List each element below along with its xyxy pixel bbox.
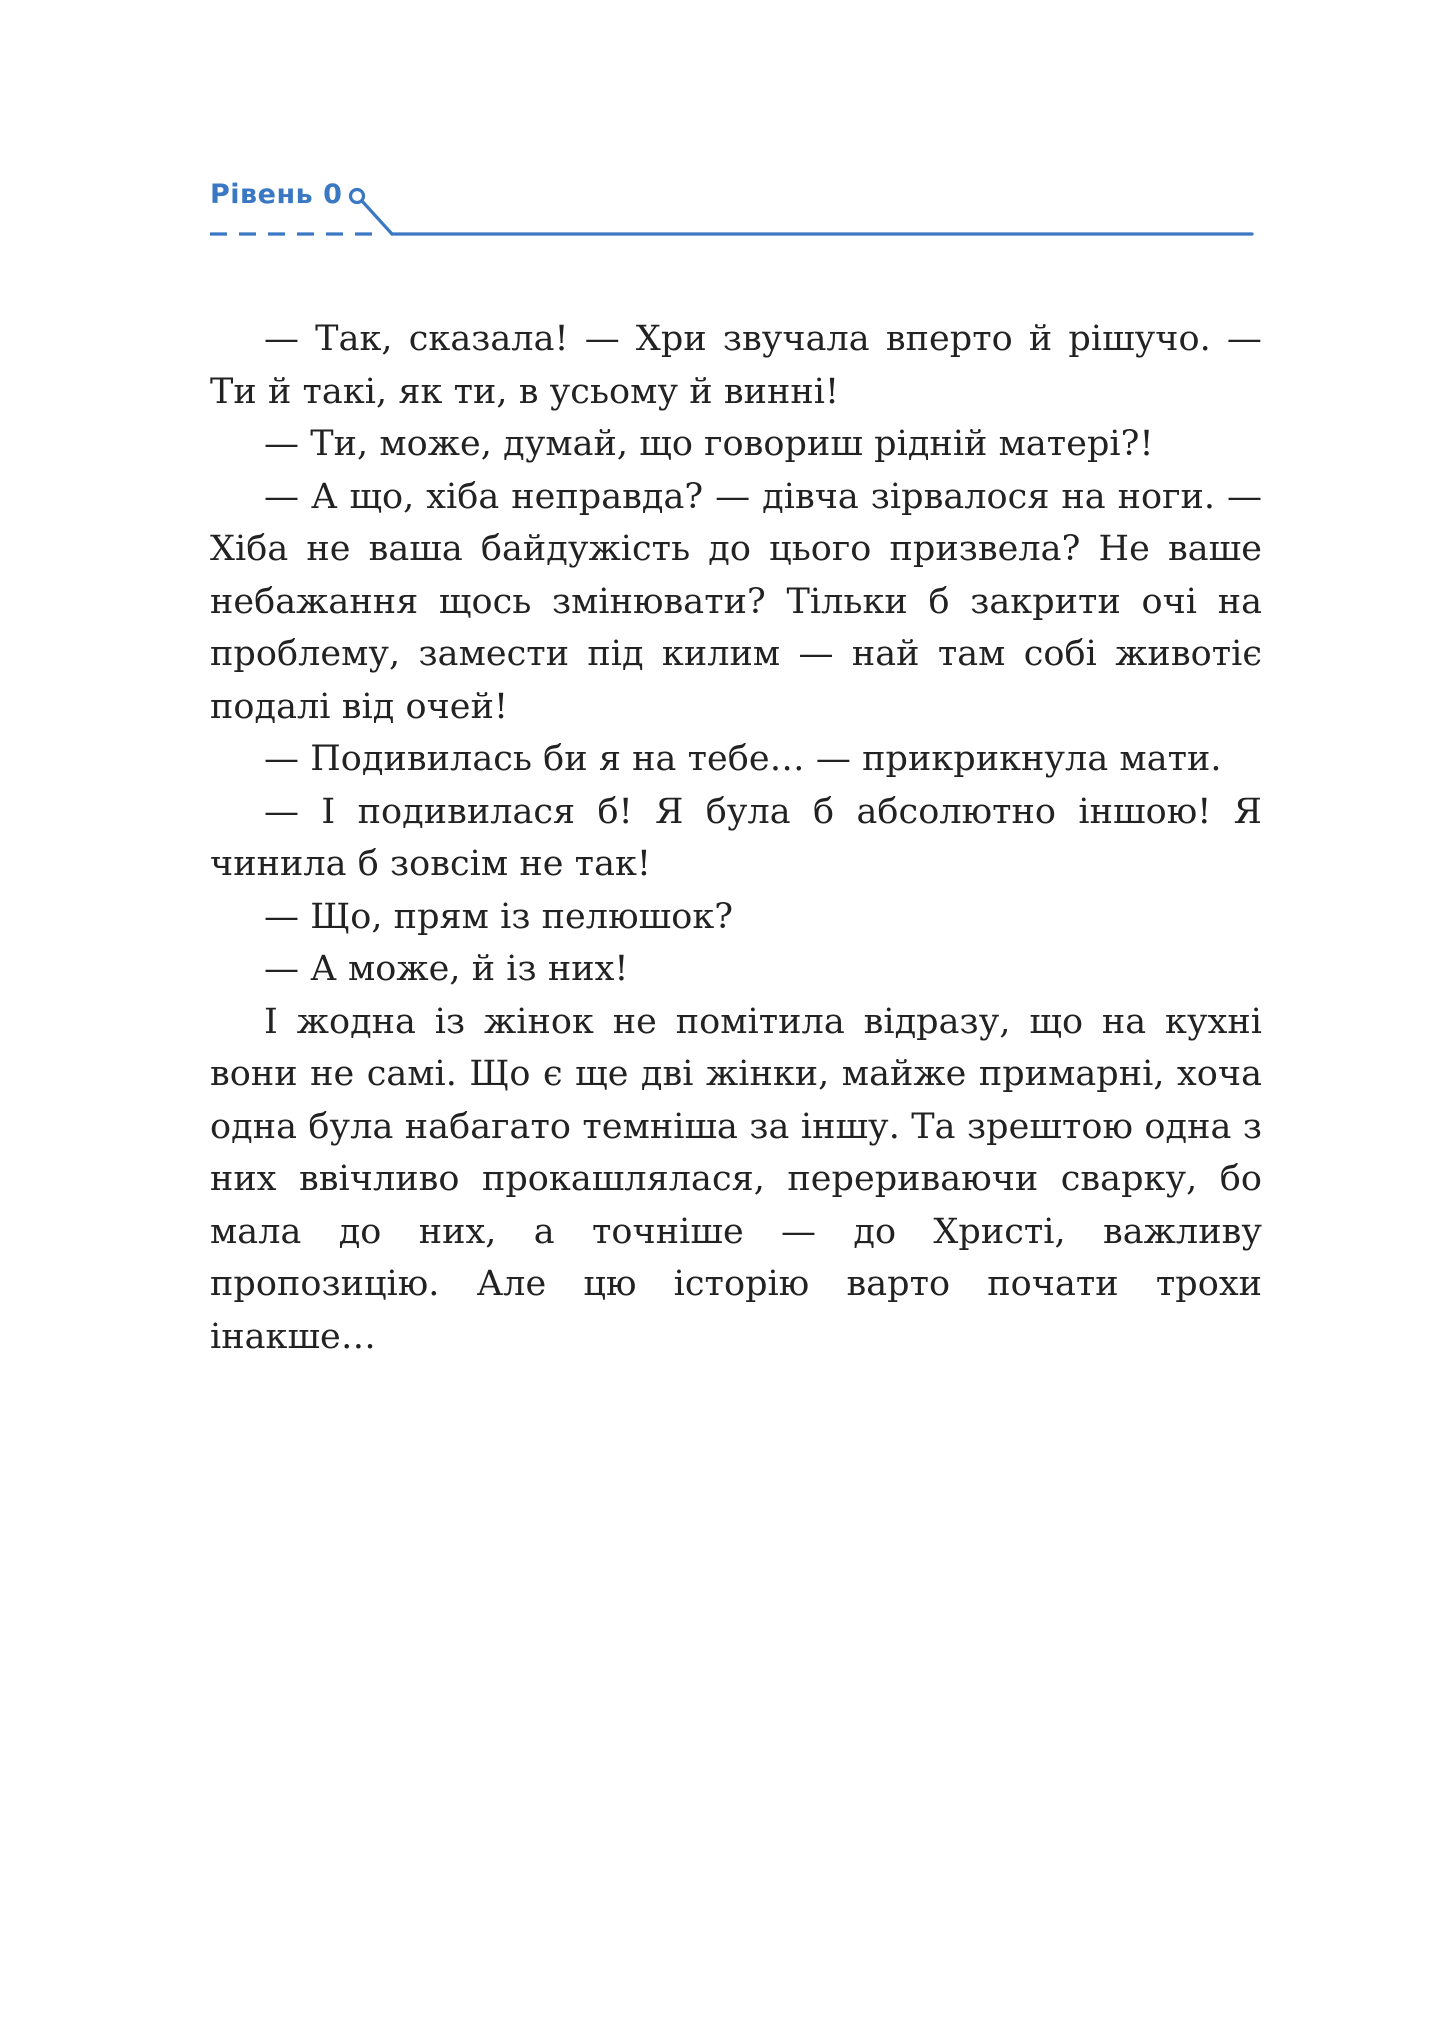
- body-text: [210, 313, 1262, 1363]
- paragraph: — І подивилася б! Я була б абсолютно іншою! Я чинила б зовсім не так!: [210, 791, 1262, 884]
- paragraph: — А що, хіба неправда? — дівча зірвалося на ноги. — Хіба не ваша байдужість до цього призвела? Не ваше небажання щось змінювати? Тільки б закрити очі на проблему, замести під килим — най там собі животіє подалі від очей!: [210, 476, 1262, 727]
- paragraph: І жодна із жінок не помітила відразу, що на кухні вони не самі. Що є ще дві жінки, майже примарні, хоча одна була набагато темніша за іншу. Та зрештою одна з них ввічливо прокашлялася, перериваючи сварку, бо мала до них, а точніше — до Христі, важливу пропозицію. Але цю історію варто почати трохи інакше…: [210, 1001, 1262, 1357]
- paragraph: — Подивилась би я на тебе… — прикрикнула мати.: [264, 739, 1222, 779]
- running-title: Рівень 0: [210, 179, 343, 210]
- circuit-node-icon: [0, 0, 1445, 260]
- running-header: [0, 0, 1445, 260]
- paragraph: — А може, й із них!: [264, 949, 629, 989]
- paragraph: — Ти, може, думай, що говориш рідній матері?!: [264, 424, 1154, 464]
- connector-line: [362, 201, 392, 234]
- paragraph: — Що, прям із пелюшок?: [264, 896, 734, 937]
- paragraph: — Так, сказала! — Хри звучала вперто й рішучо. — Ти й такі, як ти, в усьому й винні!: [210, 319, 1262, 412]
